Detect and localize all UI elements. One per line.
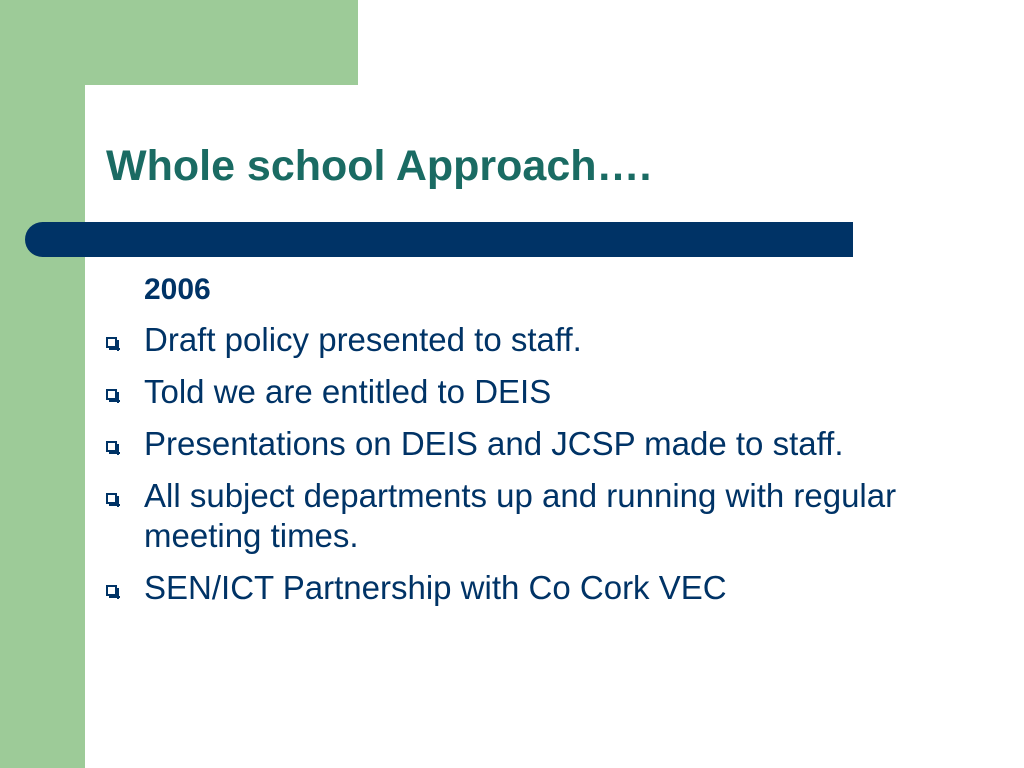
bullet-item — [104, 424, 934, 464]
bullet-text: Draft policy presented to staff. — [144, 321, 582, 358]
checkbox-bullet-icon — [106, 441, 117, 452]
title-divider-bar — [25, 222, 853, 257]
bullet-item — [104, 320, 934, 360]
slide-content — [104, 270, 934, 620]
checkbox-bullet-icon — [106, 337, 117, 348]
bullet-item — [104, 568, 934, 608]
checkbox-bullet-icon — [106, 585, 117, 596]
checkbox-bullet-icon — [106, 493, 117, 504]
bullet-item — [104, 476, 934, 556]
checkbox-bullet-icon — [106, 389, 117, 400]
bullet-text: Presentations on DEIS and JCSP made to staff. — [144, 425, 844, 462]
bullet-item — [104, 372, 934, 412]
decorative-green-bar — [0, 0, 85, 768]
bullet-text: All subject departments up and running with regular meeting times. — [144, 477, 897, 554]
slide-title: Whole school Approach…. — [106, 142, 652, 190]
decorative-green-header — [0, 0, 358, 85]
bullet-text: SEN/ICT Partnership with Co Cork VEC — [144, 569, 727, 606]
year-heading: 2006 — [144, 273, 211, 306]
bullet-text: Told we are entitled to DEIS — [144, 373, 552, 410]
bullet-list — [104, 320, 934, 608]
